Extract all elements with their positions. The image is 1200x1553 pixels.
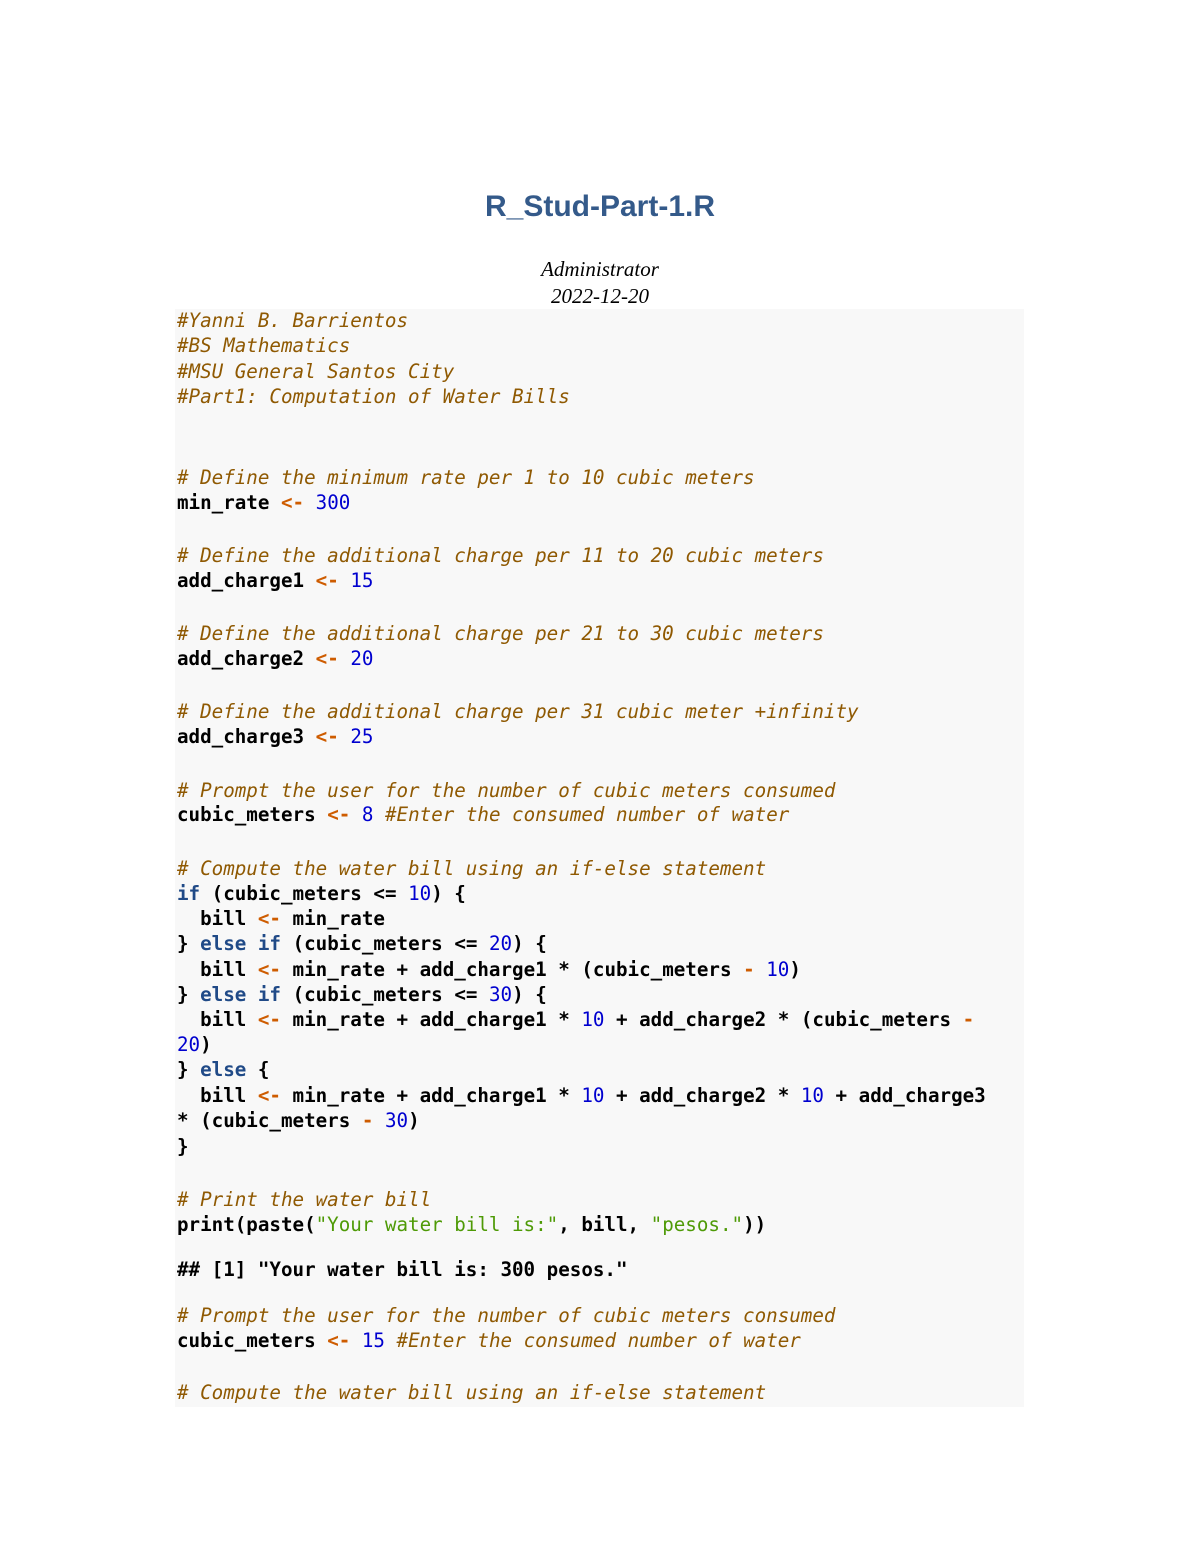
code-line: } [177,1135,189,1158]
code-line: bill <- min_rate [177,907,385,930]
code-identifier: min_rate [177,491,270,514]
code-identifier: cubic_meters [177,1329,316,1352]
code-line: print(paste("Your water bill is:", bill, "pesos.")) [177,1213,767,1236]
code-line: cubic_meters <- 15 #Enter the consumed number of water [177,1329,801,1352]
code-comment: # Define the additional charge per 21 to 30 cubic meters [177,622,824,645]
code-line: } else if (cubic_meters <= 20) { [177,932,547,955]
code-line: cubic_meters <- 8 #Enter the consumed number of water [177,803,790,826]
code-comment: # Print the water bill [177,1188,432,1211]
code-number: 8 [361,803,374,826]
code-block [175,309,1024,1407]
code-comment: # Compute the water bill using an if-else statement [177,857,767,880]
code-comment: # Prompt the user for the number of cubic meters consumed [177,1304,836,1327]
code-comment: #MSU General Santos City [177,360,455,383]
code-comment: # Define the minimum rate per 1 to 10 cubic meters [177,466,755,489]
document-title: R_Stud-Part-1.R [484,190,716,223]
code-line: min_rate <- 300 [177,491,351,514]
code-line: bill <- min_rate + add_charge1 * (cubic_meters - 10) [177,958,801,981]
code-comment: #BS Mathematics [177,334,351,357]
code-line: bill <- min_rate + add_charge1 * 10 + add_charge2 * 10 + add_charge3 [177,1084,986,1107]
code-comment: # Prompt the user for the number of cubic meters consumed [177,779,836,802]
code-comment: #Enter the consumed number of water [396,1329,801,1352]
code-number: 15 [350,569,374,592]
code-identifier: cubic_meters [177,803,316,826]
code-comment: # Define the additional charge per 31 cubic meter +infinity [177,700,859,723]
code-number: 25 [350,725,374,748]
code-line: } else if (cubic_meters <= 30) { [177,983,547,1006]
code-comment: # Compute the water bill using an if-else statement [177,1381,767,1404]
code-output: ## [1] "Your water bill is: 300 pesos." [177,1258,628,1281]
code-line: add_charge1 <- 15 [177,569,374,592]
document-date: 2022-12-20 [551,284,649,308]
code-identifier: add_charge3 [177,725,305,748]
code-line: * (cubic_meters - 30) [177,1109,420,1132]
code-number: 300 [315,491,351,514]
code-comment: #Yanni B. Barrientos [177,309,409,332]
code-string: "pesos." [650,1213,744,1236]
code-line: bill <- min_rate + add_charge1 * 10 + add_charge2 * (cubic_meters - [177,1008,975,1031]
document-author: Administrator [541,257,659,281]
code-identifier: add_charge1 [177,569,305,592]
code-line: 20) [177,1033,212,1056]
code-line: if (cubic_meters <= 10) { [177,882,466,905]
code-comment: # Define the additional charge per 11 to 20 cubic meters [177,544,824,567]
code-comment: #Enter the consumed number of water [384,803,790,826]
code-string: "Your water bill is:" [315,1213,559,1236]
code-identifier: add_charge2 [177,647,305,670]
code-number: 15 [361,1329,385,1352]
code-line: add_charge2 <- 20 [177,647,374,670]
code-number: 20 [350,647,374,670]
code-line: add_charge3 <- 25 [177,725,374,748]
code-line: } else { [177,1058,270,1081]
code-comment: #Part1: Computation of Water Bills [177,385,570,408]
